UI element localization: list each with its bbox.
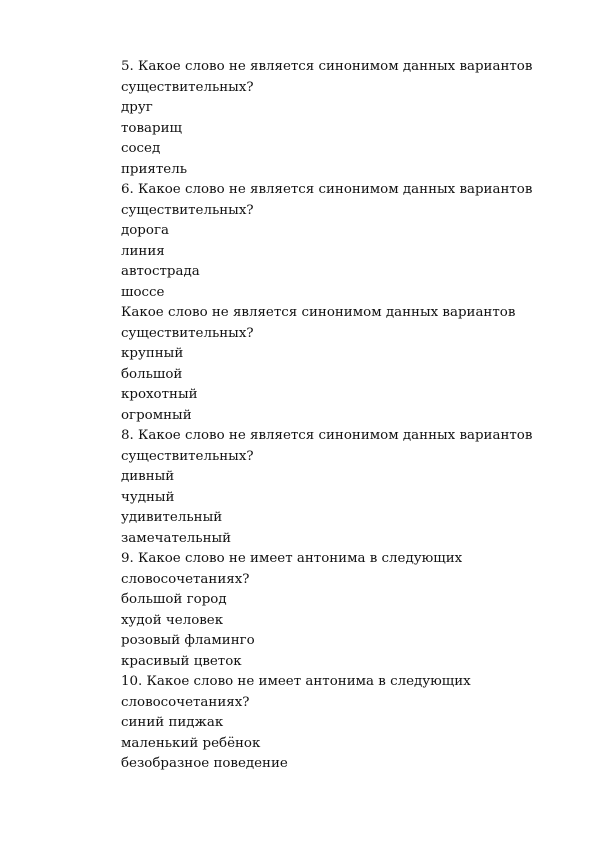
answer-option: красивый цветок [121, 653, 242, 669]
question-block [121, 57, 561, 180]
answer-option: дивный [121, 469, 175, 484]
question-block [121, 549, 561, 672]
answer-option: удивительный [121, 510, 223, 525]
answer-option: огромный [121, 407, 192, 423]
answer-option: розовый фламинго [121, 633, 255, 648]
answer-option: товарищ [121, 120, 182, 136]
question-block [121, 426, 561, 549]
question-text: 8. Какое слово не является синонимом данных вариантов [121, 428, 533, 443]
question-text: Какое слово не является синонимом данных вариантов [121, 305, 516, 320]
answer-option: чудный [121, 489, 175, 505]
question-text: существительных? [121, 325, 254, 341]
quiz-text [121, 57, 561, 775]
answer-option: друг [121, 100, 153, 115]
question-block [121, 303, 561, 426]
question-text: 9. Какое слово не имеет антонима в следующих [121, 551, 463, 566]
answer-option: шоссе [121, 284, 165, 300]
answer-option: сосед [121, 141, 161, 156]
question-text: 10. Какое слово не имеет антонима в следующих [121, 674, 471, 689]
answer-option: синий пиджак [121, 715, 224, 730]
answer-option: безобразное поведение [121, 756, 288, 771]
question-text: словосочетаниях? [121, 571, 250, 587]
question-text: 5. Какое слово не является синонимом данных вариантов [121, 59, 533, 74]
answer-option: большой город [121, 592, 227, 607]
question-text: существительных? [121, 202, 254, 218]
answer-option: худой человек [121, 612, 224, 628]
question-text: существительных? [121, 448, 254, 464]
answer-option: приятель [121, 161, 187, 177]
answer-option: дорога [121, 223, 169, 238]
answer-option: маленький ребёнок [121, 735, 261, 751]
question-block [121, 672, 561, 775]
answer-option: автострада [121, 264, 200, 279]
answer-option: крупный [121, 346, 184, 361]
question-text: 6. Какое слово не является синонимом данных вариантов [121, 182, 533, 197]
answer-option: линия [121, 243, 165, 259]
question-text: существительных? [121, 79, 254, 95]
question-text: словосочетаниях? [121, 694, 250, 710]
answer-option: крохотный [121, 387, 198, 402]
question-block [121, 180, 561, 303]
answer-option: замечательный [121, 530, 232, 546]
answer-option: большой [121, 366, 183, 382]
